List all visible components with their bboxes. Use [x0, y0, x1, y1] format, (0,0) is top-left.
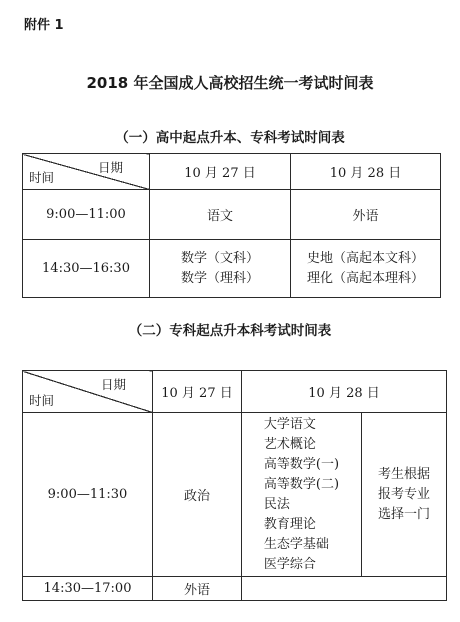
table1-col-day2: 10 月 28 日	[291, 154, 441, 190]
table1-row2-time: 14:30—16:30	[23, 240, 150, 298]
list-item: 高等数学(二)	[263, 476, 340, 492]
section2-title: （二）专科起点升本科考试时间表	[128, 323, 332, 339]
table-row	[23, 413, 447, 577]
table1-time-label: 时间	[29, 170, 55, 185]
table2-col-day2: 10 月 28 日	[242, 371, 447, 413]
table1-row2-day1-subject: 数学（理科）	[180, 270, 259, 286]
table2-row2-day1: 外语	[153, 577, 242, 601]
table2-col-day1: 10 月 27 日	[153, 371, 242, 413]
table2-row2-day2	[242, 577, 447, 601]
list-item: 生态学基础	[263, 536, 329, 552]
note-line: 选择一门	[378, 506, 431, 522]
table1-row2-day2-subject: 理化（高起本理科）	[306, 270, 424, 286]
schedule-table-2	[22, 370, 447, 601]
table1-col-day1: 10 月 27 日	[150, 154, 291, 190]
table2-header-row	[23, 371, 447, 413]
list-item: 医学综合	[263, 556, 316, 572]
table1-corner-cell	[23, 154, 150, 190]
table2-date-label: 日期	[100, 377, 126, 392]
note-line: 报考专业	[378, 486, 431, 502]
list-item: 艺术概论	[263, 436, 316, 452]
list-item: 大学语文	[263, 416, 316, 432]
section1-title: （一）高中起点升本、专科考试时间表	[115, 130, 345, 146]
table1-date-label: 日期	[97, 160, 123, 175]
table2-row2-time: 14:30—17:00	[23, 577, 153, 601]
table1-row1-day1: 语文	[150, 190, 291, 240]
table1-row1-day2: 外语	[291, 190, 441, 240]
table-row	[23, 190, 441, 240]
table1-row2-day2-subject: 史地（高起本文科）	[306, 250, 424, 266]
table-row	[23, 240, 441, 298]
table2-row1-day2-subjects	[242, 413, 362, 577]
table2-row1-day1: 政治	[153, 413, 242, 577]
table1-row2-day1-subject: 数学（文科）	[180, 250, 259, 266]
table1-row1-time: 9:00—11:00	[23, 190, 150, 240]
table2-row1-time: 9:00—11:30	[23, 413, 153, 577]
list-item: 教育理论	[263, 516, 316, 532]
note-line: 考生根据	[378, 466, 431, 482]
list-item: 高等数学(一)	[263, 456, 340, 472]
list-item: 民法	[263, 496, 290, 512]
table2-time-label: 时间	[29, 393, 55, 408]
table2-corner-cell	[23, 371, 153, 413]
table2-row1-note	[362, 413, 447, 577]
table1-row2-day2-cell	[291, 240, 441, 298]
table1-row2-day1-cell	[150, 240, 291, 298]
schedule-table-1	[22, 153, 441, 298]
main-title: 2018 年全国成人高校招生统一考试时间表	[86, 74, 374, 92]
table1-header-row	[23, 154, 441, 190]
attachment-label: 附件 1	[24, 18, 64, 33]
table-row	[23, 577, 447, 601]
